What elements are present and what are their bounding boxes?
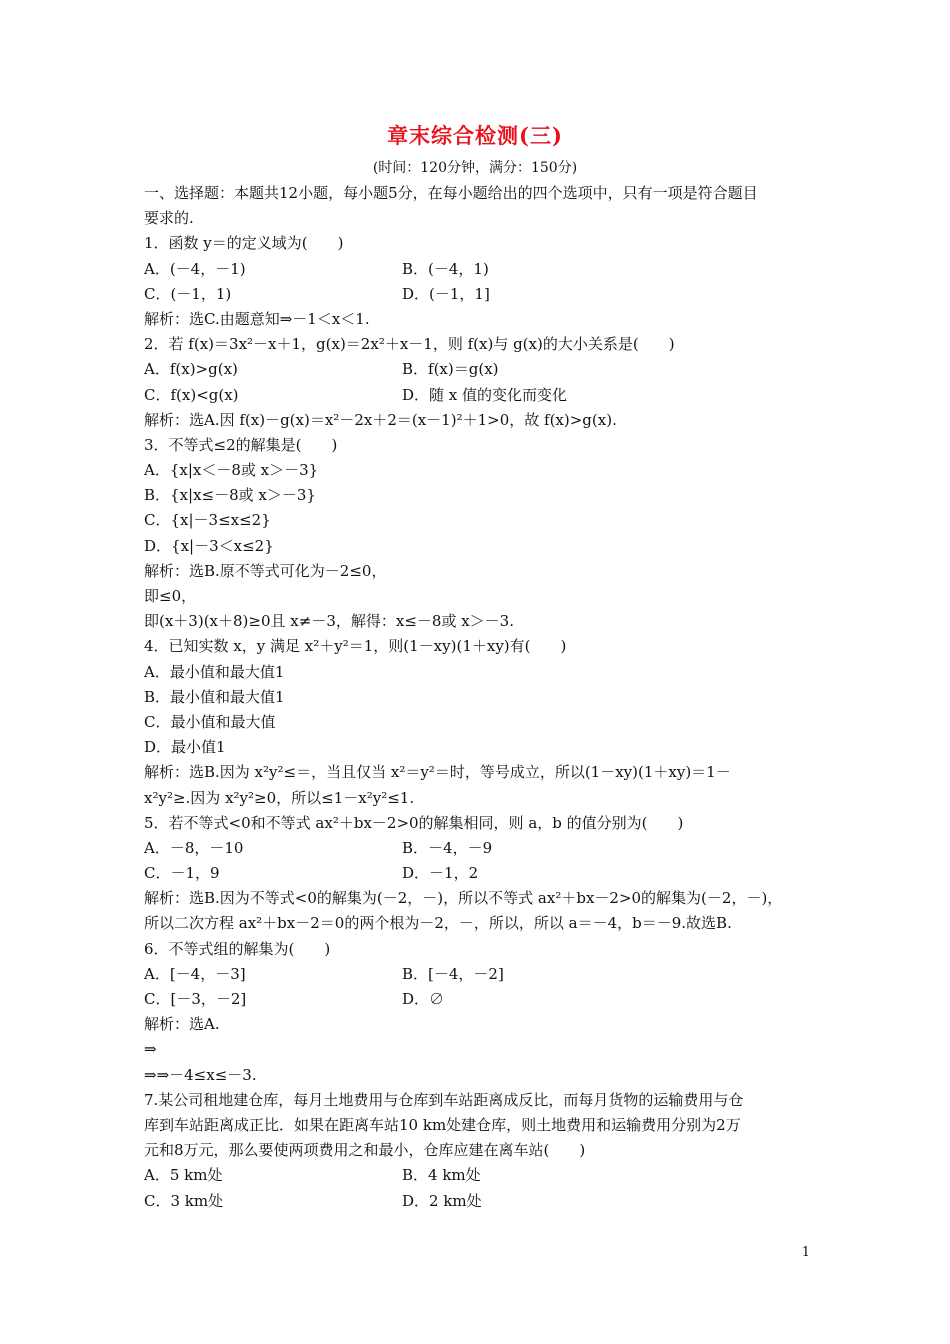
option-left: C．(－1，1) [144, 284, 232, 303]
text-line: 2．若 f(x)＝3x²－x＋1，g(x)＝2x²＋x－1，则 f(x)与 g(x)的大小关系是( ) [144, 335, 675, 354]
text-line: 解析：选B.原不等式可化为－2≤0， [144, 561, 387, 580]
exam-info: (时间：120分钟，满分：150分) [372, 160, 578, 176]
option-right: D．随 x 值的变化而变化 [402, 385, 568, 404]
text-line: 1．函数 y＝的定义域为( ) [144, 234, 344, 253]
option-left: C．[－3，－2] [144, 990, 247, 1008]
option-right: B．(－4，1) [402, 259, 489, 278]
text-line: B．{x|x≤－8或 x＞－3} [144, 486, 316, 505]
text-line: D．{x|－3＜x≤2} [144, 536, 274, 555]
option-left: A．5 km处 [144, 1166, 223, 1185]
option-row [144, 962, 809, 987]
text-line: 4．已知实数 x，y 满足 x²＋y²＝1，则(1－xy)(1＋xy)有( ) [144, 637, 567, 656]
text-line: C．{x|－3≤x≤2} [144, 511, 271, 530]
text-line: 要求的. [144, 209, 194, 228]
option-row [144, 257, 809, 282]
option-row [144, 1163, 809, 1188]
option-right: D．∅ [402, 990, 445, 1008]
page-title: 章末综合检测(三) [387, 123, 563, 148]
text-line: 所以二次方程 ax²＋bx－2＝0的两个根为－2，－，所以，所以 a＝－4，b＝－9.故选B. [144, 914, 732, 933]
text-line: 6．不等式组的解集为( ) [144, 939, 331, 958]
option-right: B．f(x)＝g(x) [402, 360, 499, 379]
option-right: D．2 km处 [402, 1191, 482, 1210]
option-right: D．(－1，1] [402, 284, 490, 303]
option-row [144, 836, 809, 861]
text-line: ⇒ [144, 1040, 157, 1059]
option-row [144, 282, 809, 307]
text-line: A．{x|x＜－8或 x＞－3} [144, 461, 319, 480]
option-left: A．f(x)>g(x) [144, 360, 238, 379]
option-left: C．f(x)<g(x) [144, 385, 239, 404]
text-line: ⇒⇒－4≤x≤－3. [144, 1065, 257, 1084]
text-line: 一、选择题：本题共12小题，每小题5分，在每小题给出的四个选项中，只有一项是符合题目 [144, 184, 758, 202]
text-line: A．最小值和最大值1 [144, 662, 285, 681]
question-list [144, 181, 809, 1214]
text-line: 解析：选C.由题意知⇒－1＜x＜1. [144, 309, 370, 328]
text-line: 即(x＋3)(x＋8)≥0且 x≠－3，解得：x≤－8或 x＞－3. [144, 612, 514, 631]
text-line: D．最小值1 [144, 738, 226, 757]
text-line: 解析：选A. [144, 1015, 220, 1034]
option-row [144, 357, 809, 382]
option-right: B．－4，－9 [402, 838, 493, 857]
option-left: C．3 km处 [144, 1191, 224, 1210]
option-left: A．(－4，－1) [144, 259, 246, 278]
text-line: B．最小值和最大值1 [144, 687, 285, 706]
text-line: 即≤0， [144, 587, 197, 605]
option-right: B．4 km处 [402, 1166, 481, 1185]
option-left: A．[－4，－3] [144, 964, 246, 983]
option-right: B．[－4，－2] [402, 964, 504, 983]
option-row [144, 383, 809, 408]
option-row [144, 987, 809, 1012]
page-number: 1 [801, 1245, 810, 1260]
text-line: 3．不等式≤2的解集是( ) [144, 435, 338, 454]
text-line: 解析：选A.因 f(x)－g(x)＝x²－2x＋2＝(x－1)²＋1>0，故 f(x)>g(x). [144, 410, 617, 429]
text-line: C．最小值和最大值 [144, 712, 276, 731]
text-line: 解析：选B.因为 x²y²≤＝，当且仅当 x²＝y²＝时，等号成立，所以(1－xy)(1＋xy)＝1－ [144, 763, 731, 782]
text-line: 5．若不等式<0和不等式 ax²＋bx－2>0的解集相同，则 a，b 的值分别为( ) [144, 813, 684, 832]
text-line: 解析：选B.因为不等式<0的解集为(－2，－)，所以不等式 ax²＋bx－2>0的解集为(－2，－)， [144, 889, 783, 908]
option-right: D．－1，2 [402, 864, 479, 883]
text-line: 7.某公司租地建仓库，每月土地费用与仓库到车站距离成反比，而每月货物的运输费用与仓 [144, 1090, 744, 1109]
text-line: x²y²≥.因为 x²y²≥0，所以≤1－x²y²≤1. [144, 788, 415, 807]
option-left: A．－8，－10 [144, 838, 244, 857]
option-row [144, 1189, 809, 1214]
text-line: 库到车站距离成正比．如果在距离车站10 km处建仓库，则土地费用和运输费用分别为2万 [144, 1115, 741, 1134]
text-line: 元和8万元，那么要使两项费用之和最小，仓库应建在离车站( ) [144, 1141, 586, 1160]
option-row [144, 861, 809, 886]
option-left: C．－1，9 [144, 864, 220, 883]
